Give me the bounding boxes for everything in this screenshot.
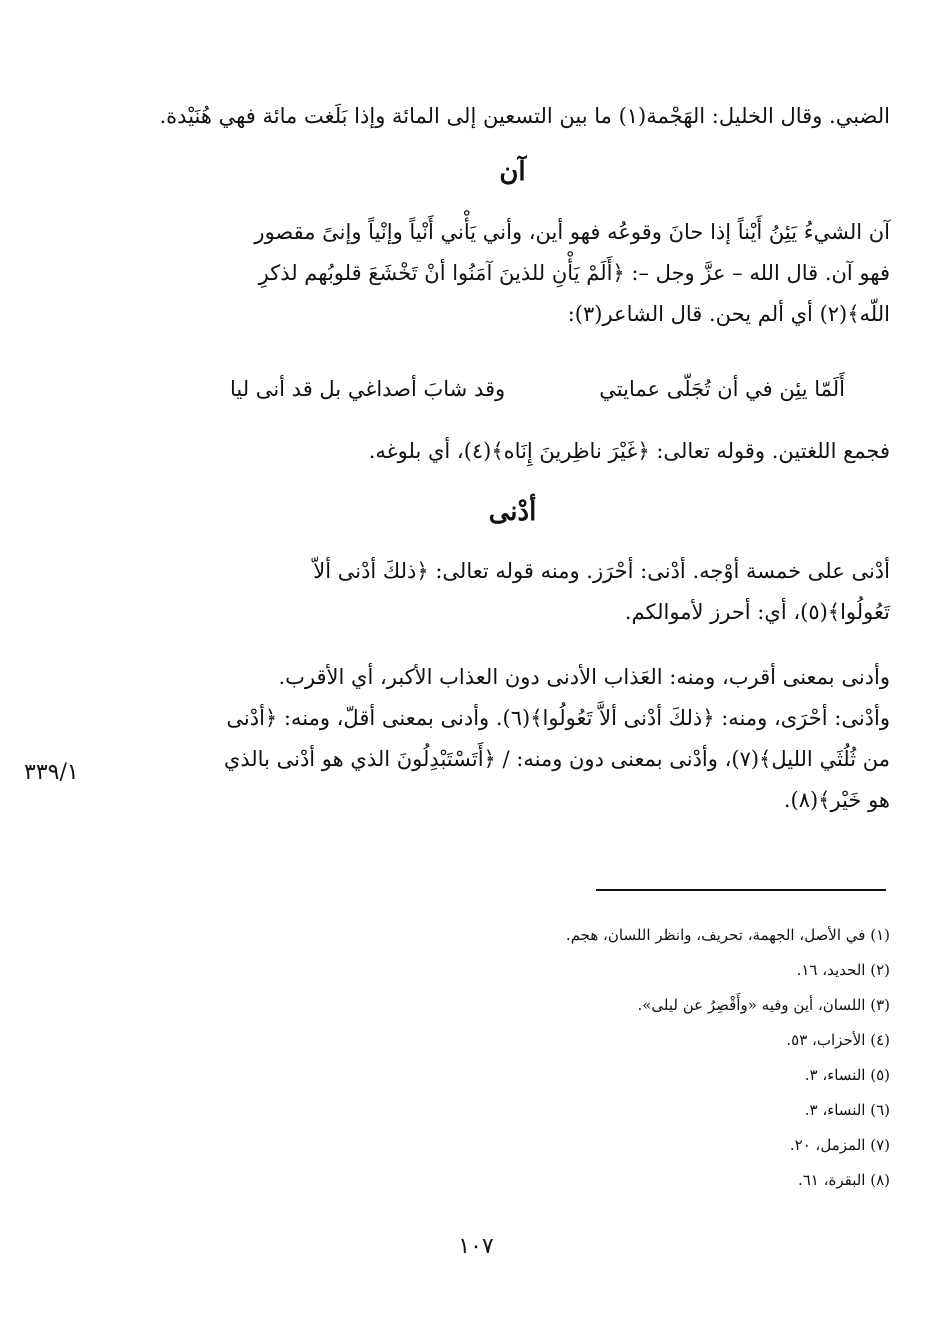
footnote-item: (٣) اللسان، أين وفيه «وأَقْصِرُ عن ليلى». [637,996,890,1014]
poetry-verse [230,369,845,409]
text-line: فهو آن. قال الله – عزَّ وجل –: ﴿أَلَمْ يَأْنِ للذينَ آمَنُوا أنْ تَخْشَعَ قلوبُهم لذكرِ [258,261,890,285]
text-line: فجمع اللغتين. وقوله تعالى: ﴿غَيْرَ ناظِرينَ إِنَاه﴾(٤)، أي بلوغه. [368,439,890,463]
footnote-item: (٢) الحديد، ١٦. [796,961,890,979]
verse-hemistich-second: وقد شابَ أصداغي بل قد أنى ليا [230,377,506,401]
section-adna-paragraph-2 [135,657,890,821]
text-line: من ثُلُثَي الليل﴾(٧)، وأدْنى بمعنى دون ومنه: / ﴿أَتَسْتَبْدِلُونَ الذي هو أدْنى بالذي [223,747,890,771]
footnote-separator [596,889,886,891]
footnotes [135,918,890,1198]
footnote-item: (١) في الأصل، الجهمة، تحريف، وانظر اللسان، هجم. [565,926,890,944]
text-line: اللّه﴾(٢) أي ألم يحن. قال الشاعر(٣): [567,302,890,326]
margin-reference: ٣٣٩/١ [24,760,79,785]
footnote-item: (٦) النساء، ٣. [804,1101,890,1119]
text-line: آن الشيءُ يَئِنُ أَيْناً إذا حانَ وقوعُه فهو أين، وأني يَأْني أَنْياً وإنْياً وإنىً مقصور [254,220,890,244]
text-line: هو خَيْر﴾(٨). [783,788,890,812]
section-heading-adna: أدْنى [488,497,537,527]
text-line: وأدْنى: أحْرَى، ومنه: ﴿ذلكَ أدْنى ألاَّ تَعُولُوا﴾(٦). وأدنى بمعنى أقلّ، ومنه: ﴿أدْنى [226,706,890,730]
text-line: أدْنى على خمسة أوْجه. أدْنى: أحْرَز. ومنه قوله تعالى: ﴿ذلكَ أدْنى ألاّ [313,559,890,583]
page-number: ١٠٧ [458,1234,494,1259]
after-verse-paragraph [135,431,890,472]
section-heading-aan: آن [499,157,526,187]
text-line: الضبي. وقال الخليل: الهَجْمة(١) ما بين التسعين إلى المائة وإذا بَلَغت مائة فهي هُنَيْدة. [159,104,890,128]
section-aan-paragraph [135,212,890,335]
footnote-item: (٥) النساء، ٣. [804,1066,890,1084]
verse-hemistich-first: أَلَمّا يئِن في أن تُجَلّى عمايتي [599,377,845,401]
text-line: وأدنى بمعنى أقرب، ومنه: العَذاب الأدنى دون العذاب الأكبر، أي الأقرب. [278,665,890,689]
text-line: تَعُولُوا﴾(٥)، أي: أحرز لأموالكم. [624,600,890,624]
opening-paragraph [135,96,890,137]
footnote-item: (٨) البقرة، ٦١. [797,1171,890,1189]
footnote-item: (٤) الأحزاب، ٥٣. [786,1031,890,1049]
footnote-item: (٧) المزمل، ٢٠. [789,1136,890,1154]
section-adna-paragraph-1 [135,551,890,633]
